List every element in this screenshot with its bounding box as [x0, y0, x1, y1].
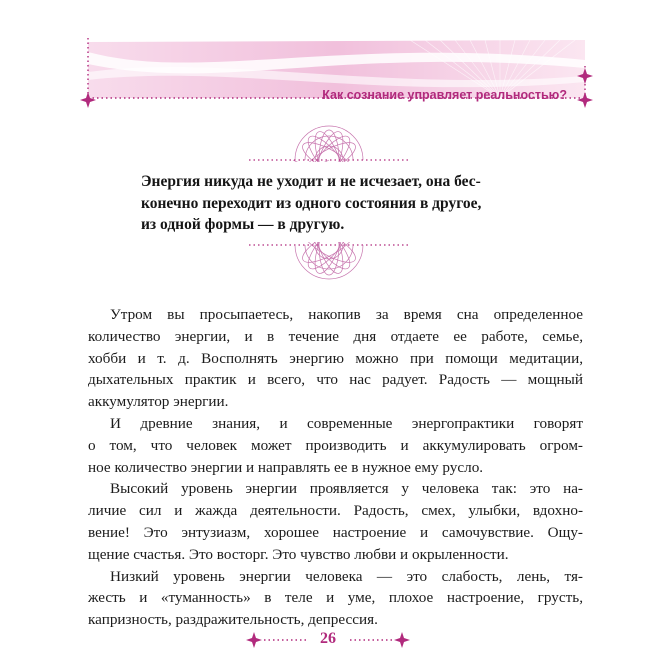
text-line: жесть и «туманность» в теле и уме, плохое настроение, грусть, [88, 589, 583, 607]
text-line: Утром вы просыпаетесь, накопив за время сна определенное [110, 306, 583, 323]
text-line: вение! Это энтузиазм, хорошее настроение и самочувствие. Ощу- [88, 523, 583, 541]
text-line: капризность, раздражительность, депрессия. [88, 611, 378, 629]
page-number: 26 [320, 630, 336, 647]
text-line: щение счастья. Это восторг. Это чувство любви и окрыленности. [88, 545, 509, 563]
text-line: Высокий уровень энергии проявляется у человека так: это на- [110, 480, 583, 498]
epigraph-quote [141, 171, 511, 236]
text-line: И древние знания, и современные энергопрактики говорят [110, 414, 583, 432]
text-line: хобби и т. д. Восполнять энергию можно при помощи медитации, [88, 349, 583, 367]
mandala-ornament-bottom [247, 242, 411, 292]
text-line: количество энергии, и в течение дня отдаете ее работе, семье, [88, 327, 583, 345]
quote-line: конечно переходит из одного состояния в другое, [141, 194, 482, 212]
running-title: Как сознание управляет реальностью? [322, 88, 567, 102]
text-line: о том, что человек может производить и аккумулировать огром- [88, 436, 583, 454]
quote-line: из одной формы — в другую. [141, 216, 345, 233]
body-text [88, 304, 583, 631]
text-line: ное количество энергии и направлять ее в нужное ему русло. [88, 458, 484, 476]
text-line: дыхательных практик и всего, что нас радует. Радость — мощный [88, 371, 583, 389]
text-line: аккумулятор энергии. [88, 393, 229, 411]
text-line: личие сил и жажда деятельности. Радость, смех, улыбки, вдохно- [88, 502, 583, 520]
running-header [80, 30, 595, 110]
mandala-ornament-top [247, 114, 411, 162]
page-footer [240, 628, 416, 652]
quote-line: Энергия никуда не уходит и не исчезает, она бес- [141, 173, 481, 190]
text-line: Низкий уровень энергии человека — это слабость, лень, тя- [110, 567, 583, 585]
